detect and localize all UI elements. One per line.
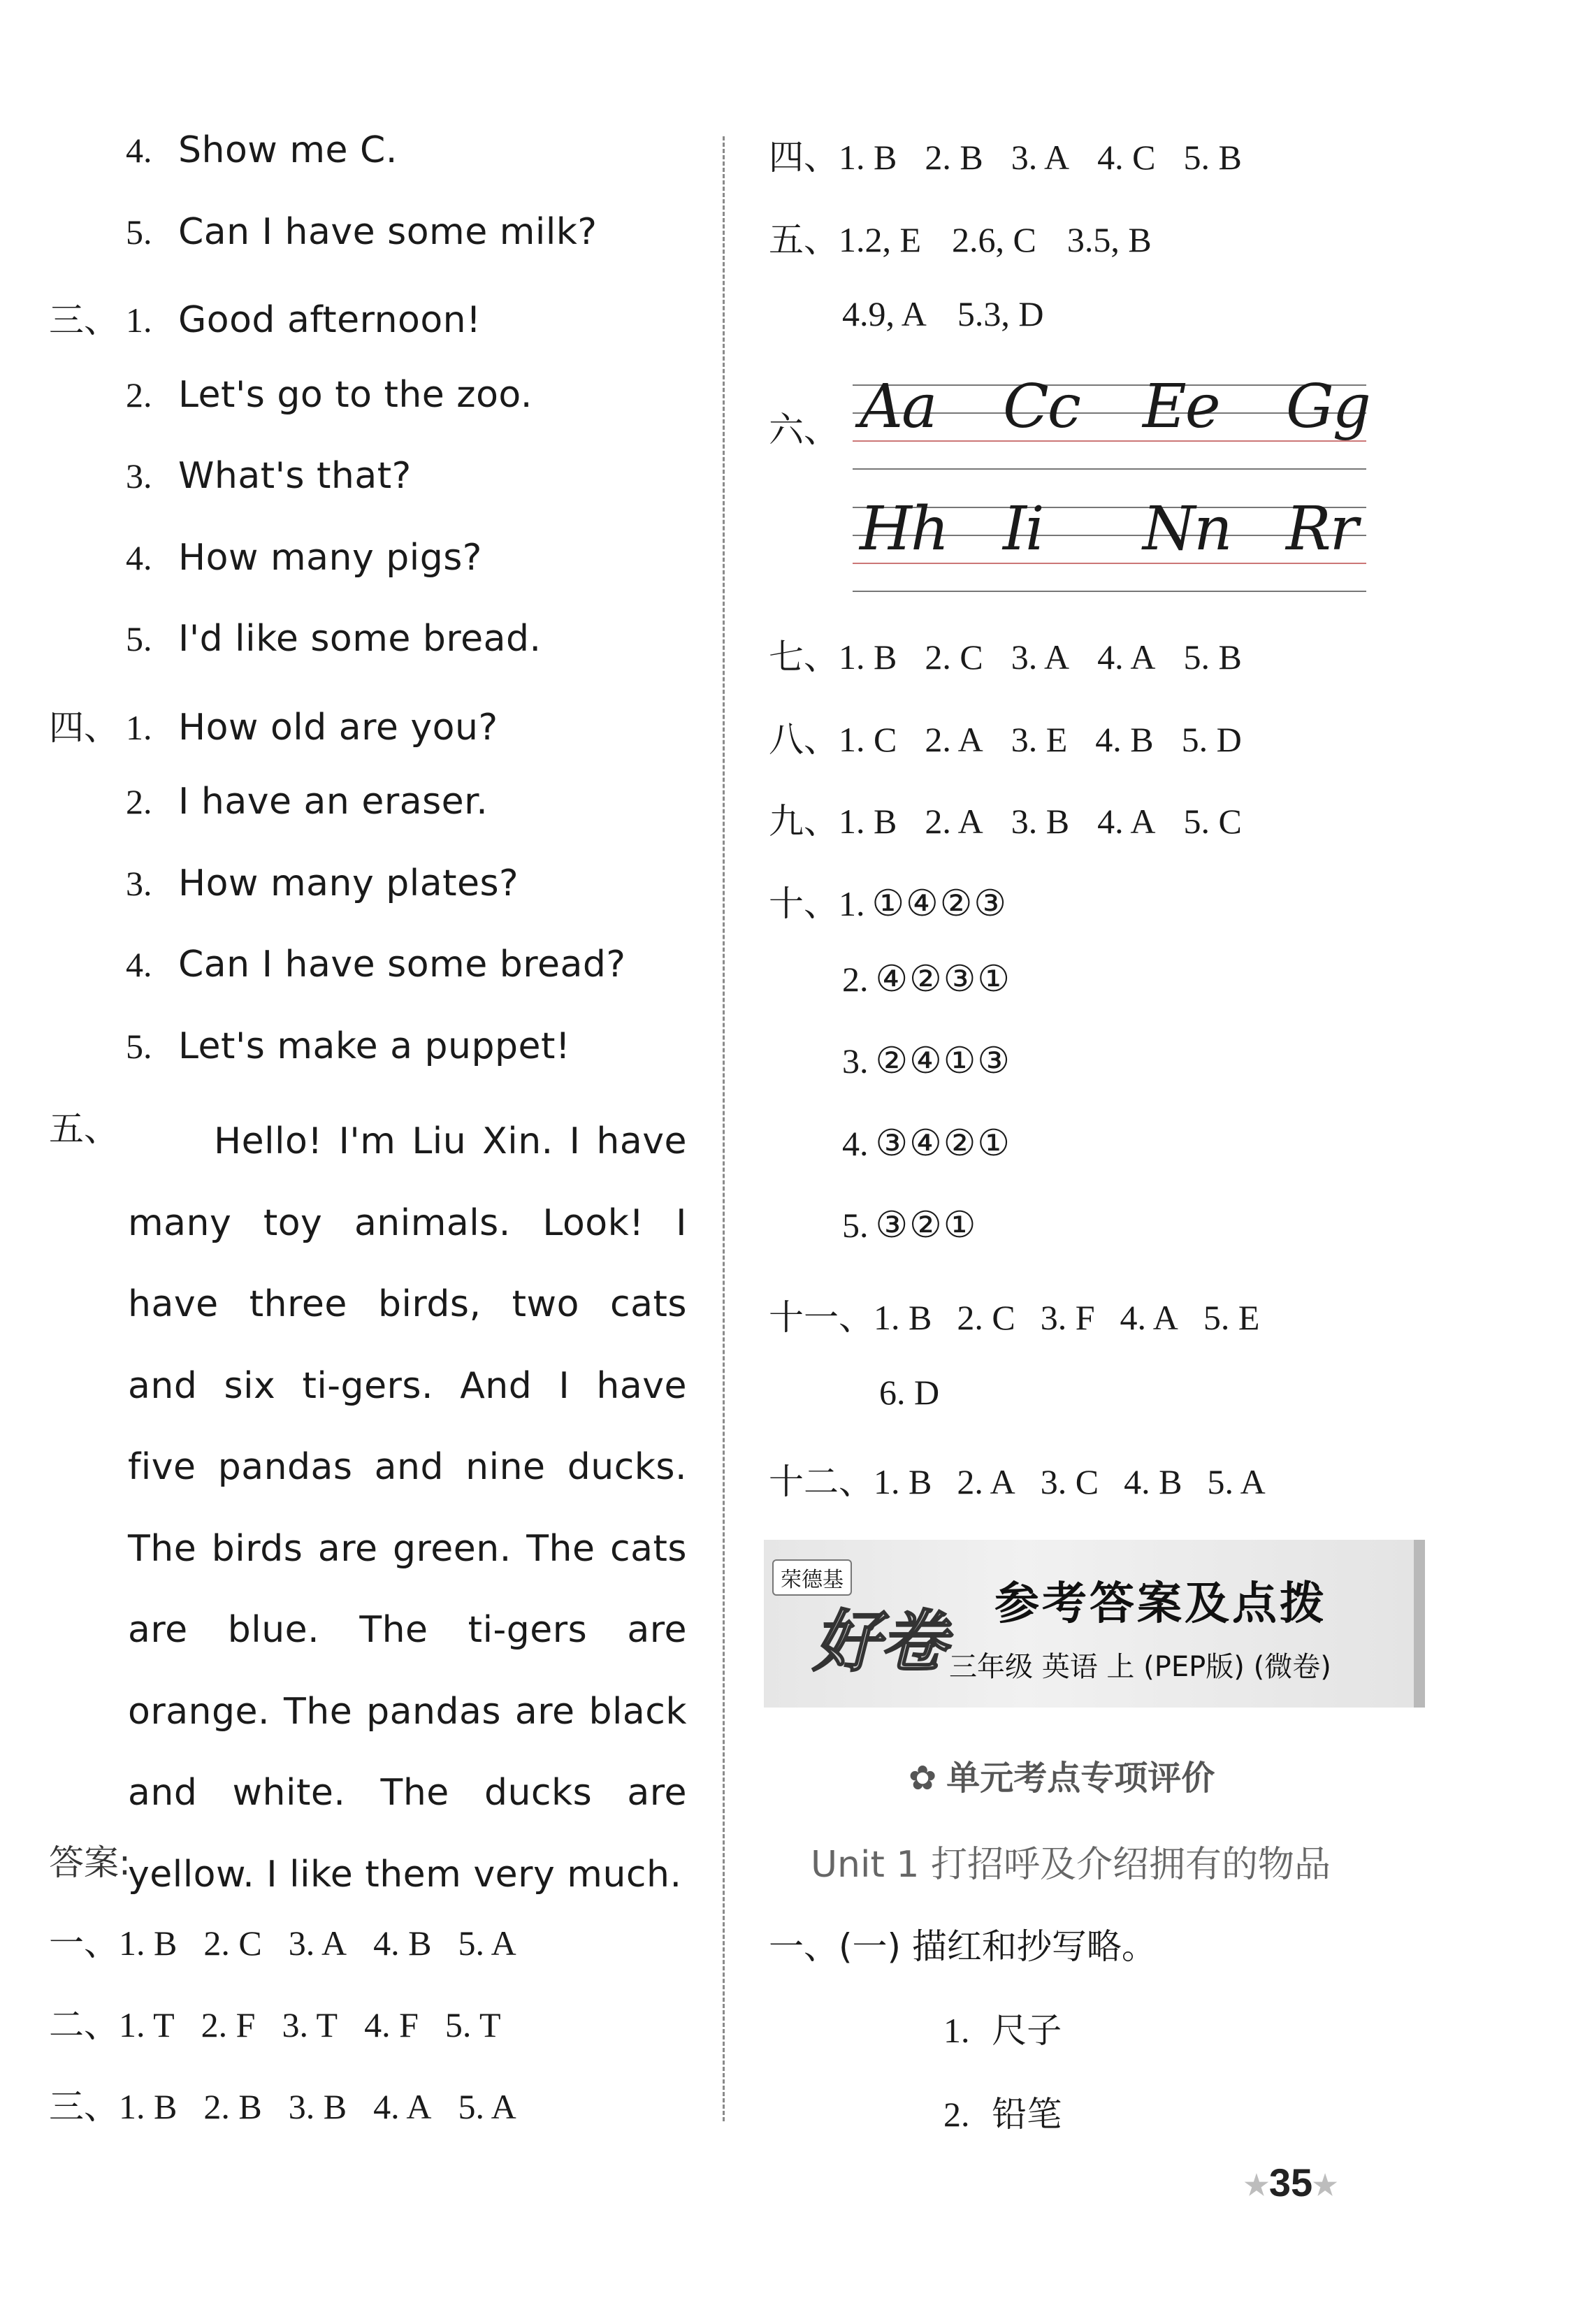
answer-item: 1. C <box>839 720 897 759</box>
question-1-item-2: 2. 铅笔 <box>943 2094 1062 2135</box>
answer-item: 5. B <box>1183 637 1242 677</box>
listening-passage: Hello! I'm Liu Xin. I have many toy animals. Look! I have three birds, two cats and six ti-gers. And I have five pandas and nine ducks. The birds are green. The cats are blue. The ti-gers are orange. The pandas are black and white. The ducks are yellow. I like them very much. <box>128 1120 687 1896</box>
answer-item: 4. B <box>1095 720 1154 759</box>
answer-item: 4. A <box>1120 1298 1178 1337</box>
answer-line: 3. How many plates? <box>126 862 519 904</box>
answer-item: 3. C <box>1040 1462 1099 1501</box>
answer-row-shier: 十二、1. B 2. A 3. C 4. B 5. A <box>769 1461 1266 1502</box>
answer-item: 5. D <box>1181 720 1242 759</box>
answer-line: 5. I'd like some bread. <box>126 618 542 660</box>
answer-row: 三、1. B 2. B 3. B 4. A 5. A <box>49 2086 516 2127</box>
answer-item: 4.9, A <box>842 294 927 333</box>
order-answer-row: 十、1. ①④②③ <box>769 883 1008 925</box>
order-answer-row: 2. ④②③① <box>842 958 1011 1000</box>
answer-item: 2. B <box>203 2087 262 2126</box>
answer-row-qi: 七、1. B 2. C 3. A 4. A 5. B <box>769 637 1242 677</box>
answer-item: 3. A <box>1011 138 1070 177</box>
answer-item: 3. E <box>1011 720 1068 759</box>
answer-line: 2. I have an eraser. <box>126 781 489 823</box>
answer-item: 2. C <box>203 1924 262 1963</box>
letter-pair-rr: Rr <box>1286 494 1357 564</box>
answer-item: 4. B <box>373 1924 432 1963</box>
handwriting-row-2 <box>853 494 1366 605</box>
section-title: ✿ 单元考点专项评价 <box>909 1759 1215 1798</box>
order-answer-row: 5. ③②① <box>842 1204 978 1246</box>
answer-line: 5. Can I have some milk? <box>126 210 598 253</box>
answer-item: 4. A <box>1097 637 1156 677</box>
answer-item: 5. C <box>1183 802 1242 841</box>
answer-line: 4. Can I have some bread? <box>126 944 626 986</box>
answer-item: 4. B <box>1124 1462 1182 1501</box>
answer-line: 4. How many pigs? <box>126 536 482 579</box>
answer-item: 2. A <box>925 802 983 841</box>
answer-row: 二、1. T 2. F 3. T 4. F 5. T <box>49 2005 501 2045</box>
answer-line: 四、 1. How old are you? <box>49 706 498 749</box>
letter-pair-cc: Cc <box>1003 372 1080 442</box>
answer-item: 1. T <box>119 2005 175 2044</box>
section-label-liu: 六、 <box>769 410 839 450</box>
answer-item: 5. E <box>1203 1298 1260 1337</box>
answer-item: 1. B <box>874 1298 932 1337</box>
letter-pair-ii: Ii <box>1003 494 1043 564</box>
answer-item: 2.6, C <box>952 220 1036 259</box>
letter-pair-gg: Gg <box>1286 372 1370 442</box>
answer-item: 5. A <box>1207 1462 1266 1501</box>
star-icon: ★ <box>1244 2170 1269 2202</box>
brand-tag: 荣德基 <box>772 1559 852 1596</box>
answer-item: 1. B <box>839 138 897 177</box>
question-1-item-1: 1. 尺子 <box>943 2010 1062 2051</box>
letter-pair-hh: Hh <box>860 494 948 564</box>
answer-row-wu-cont <box>842 294 1074 335</box>
answer-line: 2. Let's go to the zoo. <box>126 373 533 416</box>
answer-item: 2. C <box>925 637 983 677</box>
answer-item: 1.2, E <box>839 220 922 259</box>
column-divider <box>723 136 725 2121</box>
section-label-wu: 五、 <box>49 1109 119 1149</box>
page-number: ★35★ <box>1244 2160 1338 2204</box>
answer-item: 3. B <box>1011 802 1070 841</box>
letter-pair-ee: Ee <box>1143 372 1220 442</box>
answer-item: 1. B <box>119 1924 178 1963</box>
answer-item: 3. B <box>288 2087 347 2126</box>
answer-line: 5. Let's make a puppet! <box>126 1025 571 1067</box>
answer-item: 2. C <box>957 1298 1015 1337</box>
answer-row-jiu: 九、1. B 2. A 3. B 4. A 5. C <box>769 801 1242 842</box>
answer-item: 3. T <box>282 2005 338 2044</box>
answer-row-si: 四、1. B 2. B 3. A 4. C 5. B <box>769 137 1242 178</box>
banner-title: 参考答案及点拨 <box>994 1578 1327 1630</box>
answer-row-shiyi-cont <box>879 1372 964 1413</box>
answer-item: 5. T <box>444 2005 501 2044</box>
order-answer-row: 4. ③④②① <box>842 1122 1011 1164</box>
banner-subtitle: 三年级 英语 上 (PEP版) (微卷) <box>949 1651 1331 1683</box>
answer-line: 4. Show me C. <box>126 129 398 171</box>
answer-item: 5.3, D <box>957 294 1044 333</box>
answer-line: 3. What's that? <box>126 455 412 497</box>
order-answer-row: 3. ②④①③ <box>842 1040 1011 1082</box>
letter-pair-nn: Nn <box>1143 494 1231 564</box>
question-1-row: 一、(一) 描红和抄写略。 <box>769 1926 1157 1967</box>
brand-logo: 好卷 <box>813 1602 947 1681</box>
answer-item: 3.5, B <box>1066 220 1152 259</box>
answer-item: 5. B <box>1183 138 1242 177</box>
answer-row: 一、1. B 2. C 3. A 4. B 5. A <box>49 1923 516 1963</box>
answer-item: 3. A <box>1011 637 1070 677</box>
answer-item: 1. B <box>119 2087 178 2126</box>
handwriting-row-1 <box>853 372 1370 482</box>
answer-line: 三、 1. Good afternoon! <box>49 299 482 341</box>
star-icon: ★ <box>1312 2170 1338 2202</box>
answer-key-banner <box>764 1540 1425 1708</box>
answer-item: 1. B <box>874 1462 932 1501</box>
answer-item: 1. B <box>839 802 897 841</box>
answer-item: 5. A <box>458 2087 516 2126</box>
answer-row-shiyi: 十一、1. B 2. C 3. F 4. A 5. E <box>769 1297 1260 1338</box>
answer-item: 3. F <box>1040 1298 1095 1337</box>
answer-item: 4. F <box>364 2005 419 2044</box>
unit-title: Unit 1 打招呼及介绍拥有的物品 <box>811 1844 1331 1886</box>
answer-item: 4. C <box>1097 138 1156 177</box>
answers-heading: 答案: <box>49 1842 131 1883</box>
answer-item: 4. A <box>1097 802 1156 841</box>
answer-item: 2. A <box>925 720 983 759</box>
answer-row-wu: 五、1.2, E 2.6, C 3.5, B <box>769 219 1152 260</box>
answer-item: 2. B <box>925 138 983 177</box>
letter-pair-aa: Aa <box>860 372 936 442</box>
answer-item: 2. F <box>201 2005 256 2044</box>
answer-item: 6. D <box>879 1373 940 1412</box>
answer-item: 3. A <box>288 1924 347 1963</box>
paw-icon: ✿ <box>909 1759 937 1798</box>
answer-item: 1. B <box>839 637 897 677</box>
answer-item: 5. A <box>458 1924 516 1963</box>
answer-item: 2. A <box>957 1462 1015 1501</box>
answer-row-ba: 八、1. C 2. A 3. E 4. B 5. D <box>769 719 1242 760</box>
answer-item: 4. A <box>373 2087 432 2126</box>
